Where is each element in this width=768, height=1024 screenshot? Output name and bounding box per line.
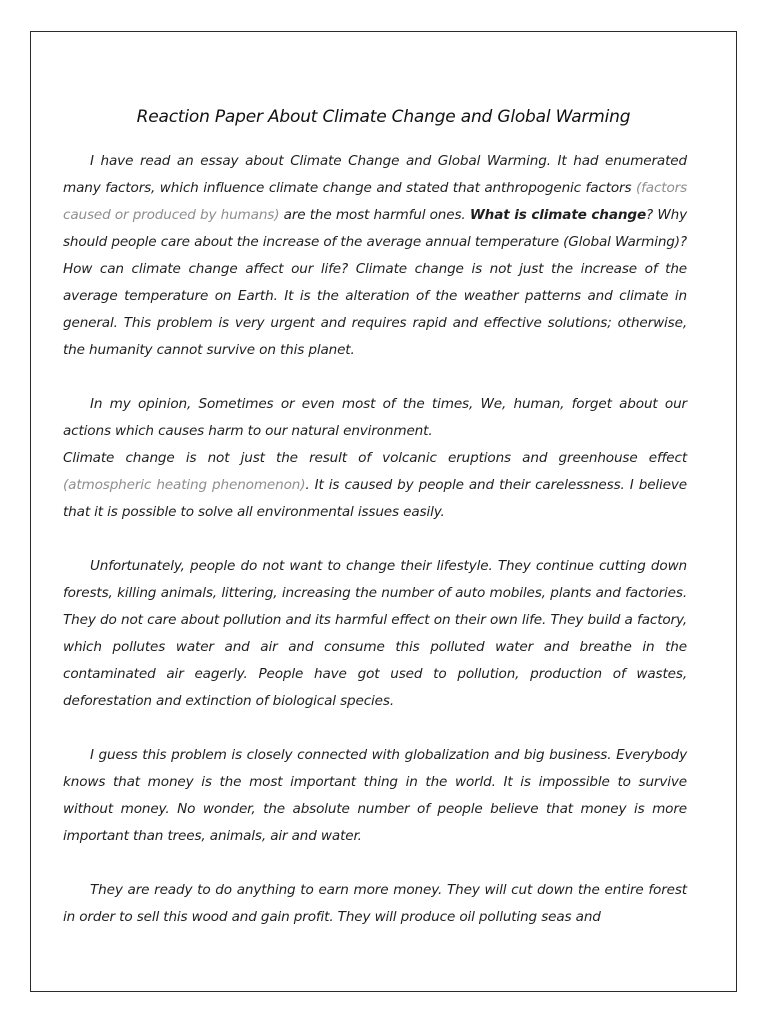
document-body: [63, 148, 687, 958]
paragraph-2-gray-note: (atmospheric heating phenomenon): [63, 477, 306, 493]
paragraph-1-bold-question: What is climate change: [469, 207, 647, 223]
paragraph-4-text: I guess this problem is closely connected with globalization and big business. Everybody knows that money is the most important thing in the world. It is impossible to survive without money. No wonder, the absolute number of people believe that money is more important than trees, animals, air and water.: [63, 747, 687, 844]
paragraph-2-text-a: In my opinion, Sometimes or even most of the times, We, human, forget about our actions which causes harm to our natural environment.: [63, 396, 687, 439]
paragraph-2: [63, 391, 687, 526]
paragraph-1-text-a: I have read an essay about Climate Change and Global Warming. It had enumerated many factors, which influence climate change and stated that anthropogenic factors: [63, 153, 687, 196]
paragraph-3: [63, 553, 687, 715]
paragraph-3-text: Unfortunately, people do not want to change their lifestyle. They continue cutting down forests, killing animals, littering, increasing the number of auto mobiles, plants and factories. They do not care about pollution and its harmful effect on their own life. They build a factory, which pollutes water and air and consume this polluted water and breathe in the contaminated air eagerly. People have got used to pollution, production of wastes, deforestation and extinction of biological species.: [63, 558, 687, 709]
paragraph-1: [63, 148, 687, 364]
paragraph-5-text: They are ready to do anything to earn more money. They will cut down the entire forest in order to sell this wood and gain profit. They will produce oil polluting seas and: [63, 882, 687, 925]
paragraph-2-line-b: [63, 445, 687, 526]
paragraph-2-text-b: Climate change is not just the result of volcanic eruptions and greenhouse effect: [63, 450, 687, 466]
paragraph-1-gray-note: (factors caused or produced by humans): [63, 180, 687, 223]
paragraph-5: [63, 877, 687, 931]
paragraph-2-text-c: . It is caused by people and their carelessness. I believe that it is possible to solve all environmental issues easily.: [63, 477, 687, 520]
paragraph-4: [63, 742, 687, 850]
paragraph-1-text-c: ? Why should people care about the increase of the average annual temperature (Global Warming)? How can climate change affect our life? Climate change is not just the increase of the average temperature on Earth. It is the alteration of the weather patterns and climate in general. This problem is very urgent and requires rapid and effective solutions; otherwise, the humanity cannot survive on this planet.: [63, 207, 687, 358]
document-title: Reaction Paper About Climate Change and Global Warming: [136, 107, 631, 127]
document-page: [30, 31, 737, 992]
paragraph-1-text-b: are the most harmful ones.: [279, 207, 470, 223]
